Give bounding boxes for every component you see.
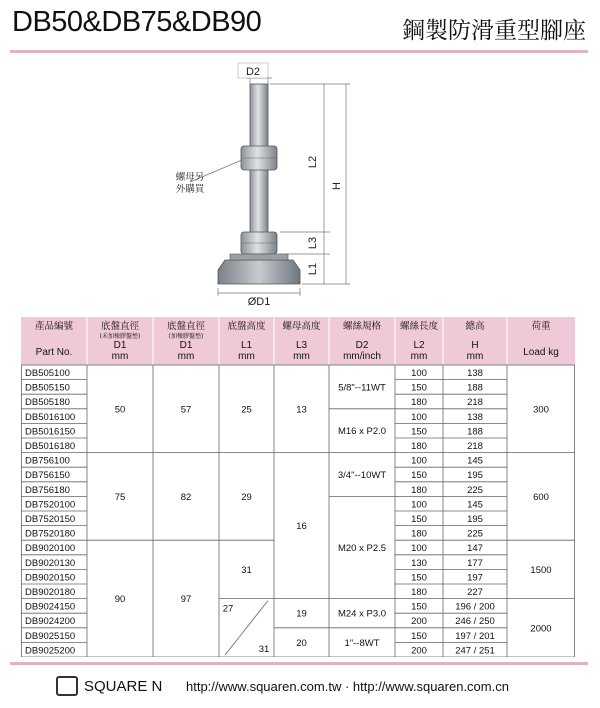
screw-length-cell: 180 [411, 397, 427, 409]
header-unit: mm [177, 351, 195, 362]
header-label-zh: 產品編號 [34, 321, 74, 332]
thread-spec-cell: 1"--8WT [344, 637, 380, 649]
total-height-cell: 177 [467, 557, 483, 569]
footer [0, 662, 600, 708]
total-height-cell: 197 [467, 572, 483, 584]
load-cell: 300 [533, 404, 549, 416]
header-divider [10, 50, 588, 53]
total-height-cell: 225 [467, 528, 483, 540]
thread-spec-cell: M16 x P2.0 [337, 426, 387, 438]
padded-diameter-cell: 82 [180, 491, 192, 503]
header-label-en: D2 [355, 340, 369, 351]
part-number-cell: DB756100 [25, 455, 70, 467]
header [0, 0, 600, 52]
screw-length-cell: 150 [411, 630, 427, 642]
base-height-cell: 31 [258, 644, 270, 655]
load-cell: 2000 [530, 623, 552, 635]
dim-l1-label: L1 [307, 262, 319, 276]
total-height-cell: 195 [467, 470, 483, 482]
total-height-cell: 188 [467, 382, 483, 394]
page-title-chinese: 鋼製防滑重型腳座 [402, 18, 586, 44]
header-unit: mm [238, 351, 255, 362]
header-unit: mm [111, 351, 129, 362]
part-number-cell: DB7520180 [25, 528, 76, 540]
part-number-cell: DB5016100 [25, 411, 76, 423]
header-sub-note: (加橡膠盤墊) [168, 333, 204, 340]
total-height-cell: 145 [467, 499, 483, 511]
squaren-logo-icon [56, 676, 78, 696]
part-number-cell: DB9024150 [25, 601, 76, 613]
nut-height-cell: 19 [296, 608, 307, 620]
header-label-en: H [471, 340, 479, 351]
part-number-cell: DB9020150 [25, 572, 76, 584]
nut-note-line-2: 外購買 [175, 184, 205, 195]
screw-length-cell: 180 [411, 441, 427, 452]
screw-length-cell: 100 [411, 368, 427, 379]
header-label-en: Load kg [523, 347, 559, 358]
base-diameter-cell: 50 [114, 404, 126, 416]
nut-note-line-1: 螺母另 [175, 172, 205, 183]
part-number-cell: DB9025200 [25, 645, 76, 657]
screw-length-cell: 100 [411, 411, 427, 423]
screw-length-cell: 150 [411, 426, 427, 438]
total-height-cell: 195 [467, 514, 483, 525]
part-number-cell: DB9020180 [25, 587, 76, 598]
total-height-cell: 138 [467, 411, 483, 423]
part-number-cell: DB9020130 [25, 557, 76, 569]
thread-spec-cell: M20 x P2.5 [337, 543, 387, 554]
screw-length-cell: 180 [411, 528, 427, 540]
part-number-cell: DB9024200 [25, 616, 76, 628]
header-label-en: L2 [413, 340, 425, 351]
dim-h-label: H [331, 182, 343, 190]
header-label-zh: 螺絲規格 [342, 321, 382, 332]
total-height-cell: 247 / 251 [455, 645, 495, 657]
total-height-cell: 218 [467, 441, 483, 452]
total-height-cell: 145 [467, 455, 483, 467]
header-label-zh: 螺母高度 [282, 321, 321, 332]
load-cell: 600 [533, 491, 549, 503]
screw-length-cell: 100 [411, 543, 427, 555]
header-label-zh: 荷重 [531, 321, 551, 332]
part-number-cell: DB505100 [25, 368, 70, 379]
header-unit: mm [410, 351, 428, 362]
header-label-en: L1 [240, 340, 253, 351]
base-diameter-cell: 90 [114, 594, 126, 606]
total-height-cell: 147 [467, 543, 483, 555]
load-cell: 1500 [530, 564, 552, 576]
website-urls: http://www.squaren.com.tw · http://www.squaren.com.cn [186, 679, 509, 694]
header-label-en: D1 [113, 340, 127, 351]
header-label-zh: 總高 [465, 321, 485, 332]
screw-length-cell: 180 [411, 587, 427, 598]
total-height-cell: 227 [467, 587, 483, 598]
part-number-cell: DB5016150 [25, 426, 76, 438]
total-height-cell: 246 / 250 [455, 616, 495, 628]
dim-d2-label: D2 [245, 66, 261, 78]
thread-spec-cell: 5/8"--11WT [338, 382, 386, 394]
spec-table [21, 317, 575, 657]
screw-length-cell: 150 [411, 514, 427, 525]
base-plate [218, 260, 300, 284]
padded-diameter-cell: 97 [180, 594, 192, 606]
part-number-cell: DB7520100 [25, 499, 76, 511]
screw-length-cell: 100 [411, 499, 427, 511]
total-height-cell: 225 [467, 484, 483, 496]
base-height-cell: 29 [241, 491, 252, 503]
part-number-cell: DB7520150 [25, 514, 76, 525]
header-unit: mm [293, 351, 310, 362]
part-number-cell: DB5016180 [25, 441, 76, 452]
page-title: DB50&DB75&DB90 [12, 6, 262, 38]
nut-height-cell: 20 [296, 637, 307, 649]
header-label-en: L3 [295, 340, 308, 351]
padded-diameter-cell: 57 [180, 404, 192, 416]
dim-l3-label: L3 [307, 236, 319, 250]
product-drawing [150, 62, 450, 307]
header-label-zh: 螺絲長度 [399, 321, 439, 332]
header-unit: mm [466, 351, 484, 362]
total-height-cell: 196 / 200 [455, 601, 495, 613]
part-number-cell: DB756180 [25, 484, 70, 496]
footer-divider [10, 662, 588, 665]
part-number-cell: DB505180 [25, 397, 70, 409]
header-label-zh: 底盤直徑 [100, 321, 140, 332]
screw-length-cell: 150 [411, 382, 427, 394]
header-label-en: D1 [179, 340, 193, 351]
part-number-cell: DB505150 [25, 382, 70, 394]
dim-d1-label: ØD1 [247, 296, 271, 307]
screw-length-cell: 100 [411, 455, 427, 467]
base-height-cell: 27 [222, 603, 234, 615]
brand-name: SQUARE N [84, 678, 163, 695]
nut-height-cell: 16 [296, 521, 307, 533]
part-number-cell: DB756150 [25, 470, 70, 482]
screw-length-cell: 150 [411, 601, 427, 613]
screw-length-cell: 150 [411, 470, 427, 482]
header-label-zh: 底盤高度 [227, 321, 266, 332]
total-height-cell: 188 [467, 426, 483, 438]
base-height-cell: 25 [241, 404, 252, 416]
header-label-zh: 底盤直徑 [166, 321, 206, 332]
header-unit: mm/inch [343, 351, 381, 362]
nut-height-cell: 13 [296, 404, 307, 416]
thread-spec-cell: M24 x P3.0 [337, 608, 387, 620]
screw-length-cell: 200 [411, 616, 427, 628]
screw-length-cell: 130 [411, 557, 427, 569]
total-height-cell: 138 [467, 368, 483, 379]
part-number-cell: DB9020100 [25, 543, 76, 555]
screw-length-cell: 150 [411, 572, 427, 584]
total-height-cell: 218 [467, 397, 483, 409]
screw-length-cell: 200 [411, 645, 427, 657]
base-height-cell: 31 [241, 564, 252, 576]
total-height-cell: 197 / 201 [455, 630, 495, 642]
screw-length-cell: 180 [411, 484, 427, 496]
dim-l2-label: L2 [307, 155, 319, 169]
header-label-en: Part No. [35, 347, 73, 358]
part-number-cell: DB9025150 [25, 630, 76, 642]
base-diameter-cell: 75 [114, 491, 126, 503]
header-sub-note: (未加橡膠盤墊) [99, 333, 141, 340]
thread-spec-cell: 3/4"--10WT [337, 470, 387, 481]
